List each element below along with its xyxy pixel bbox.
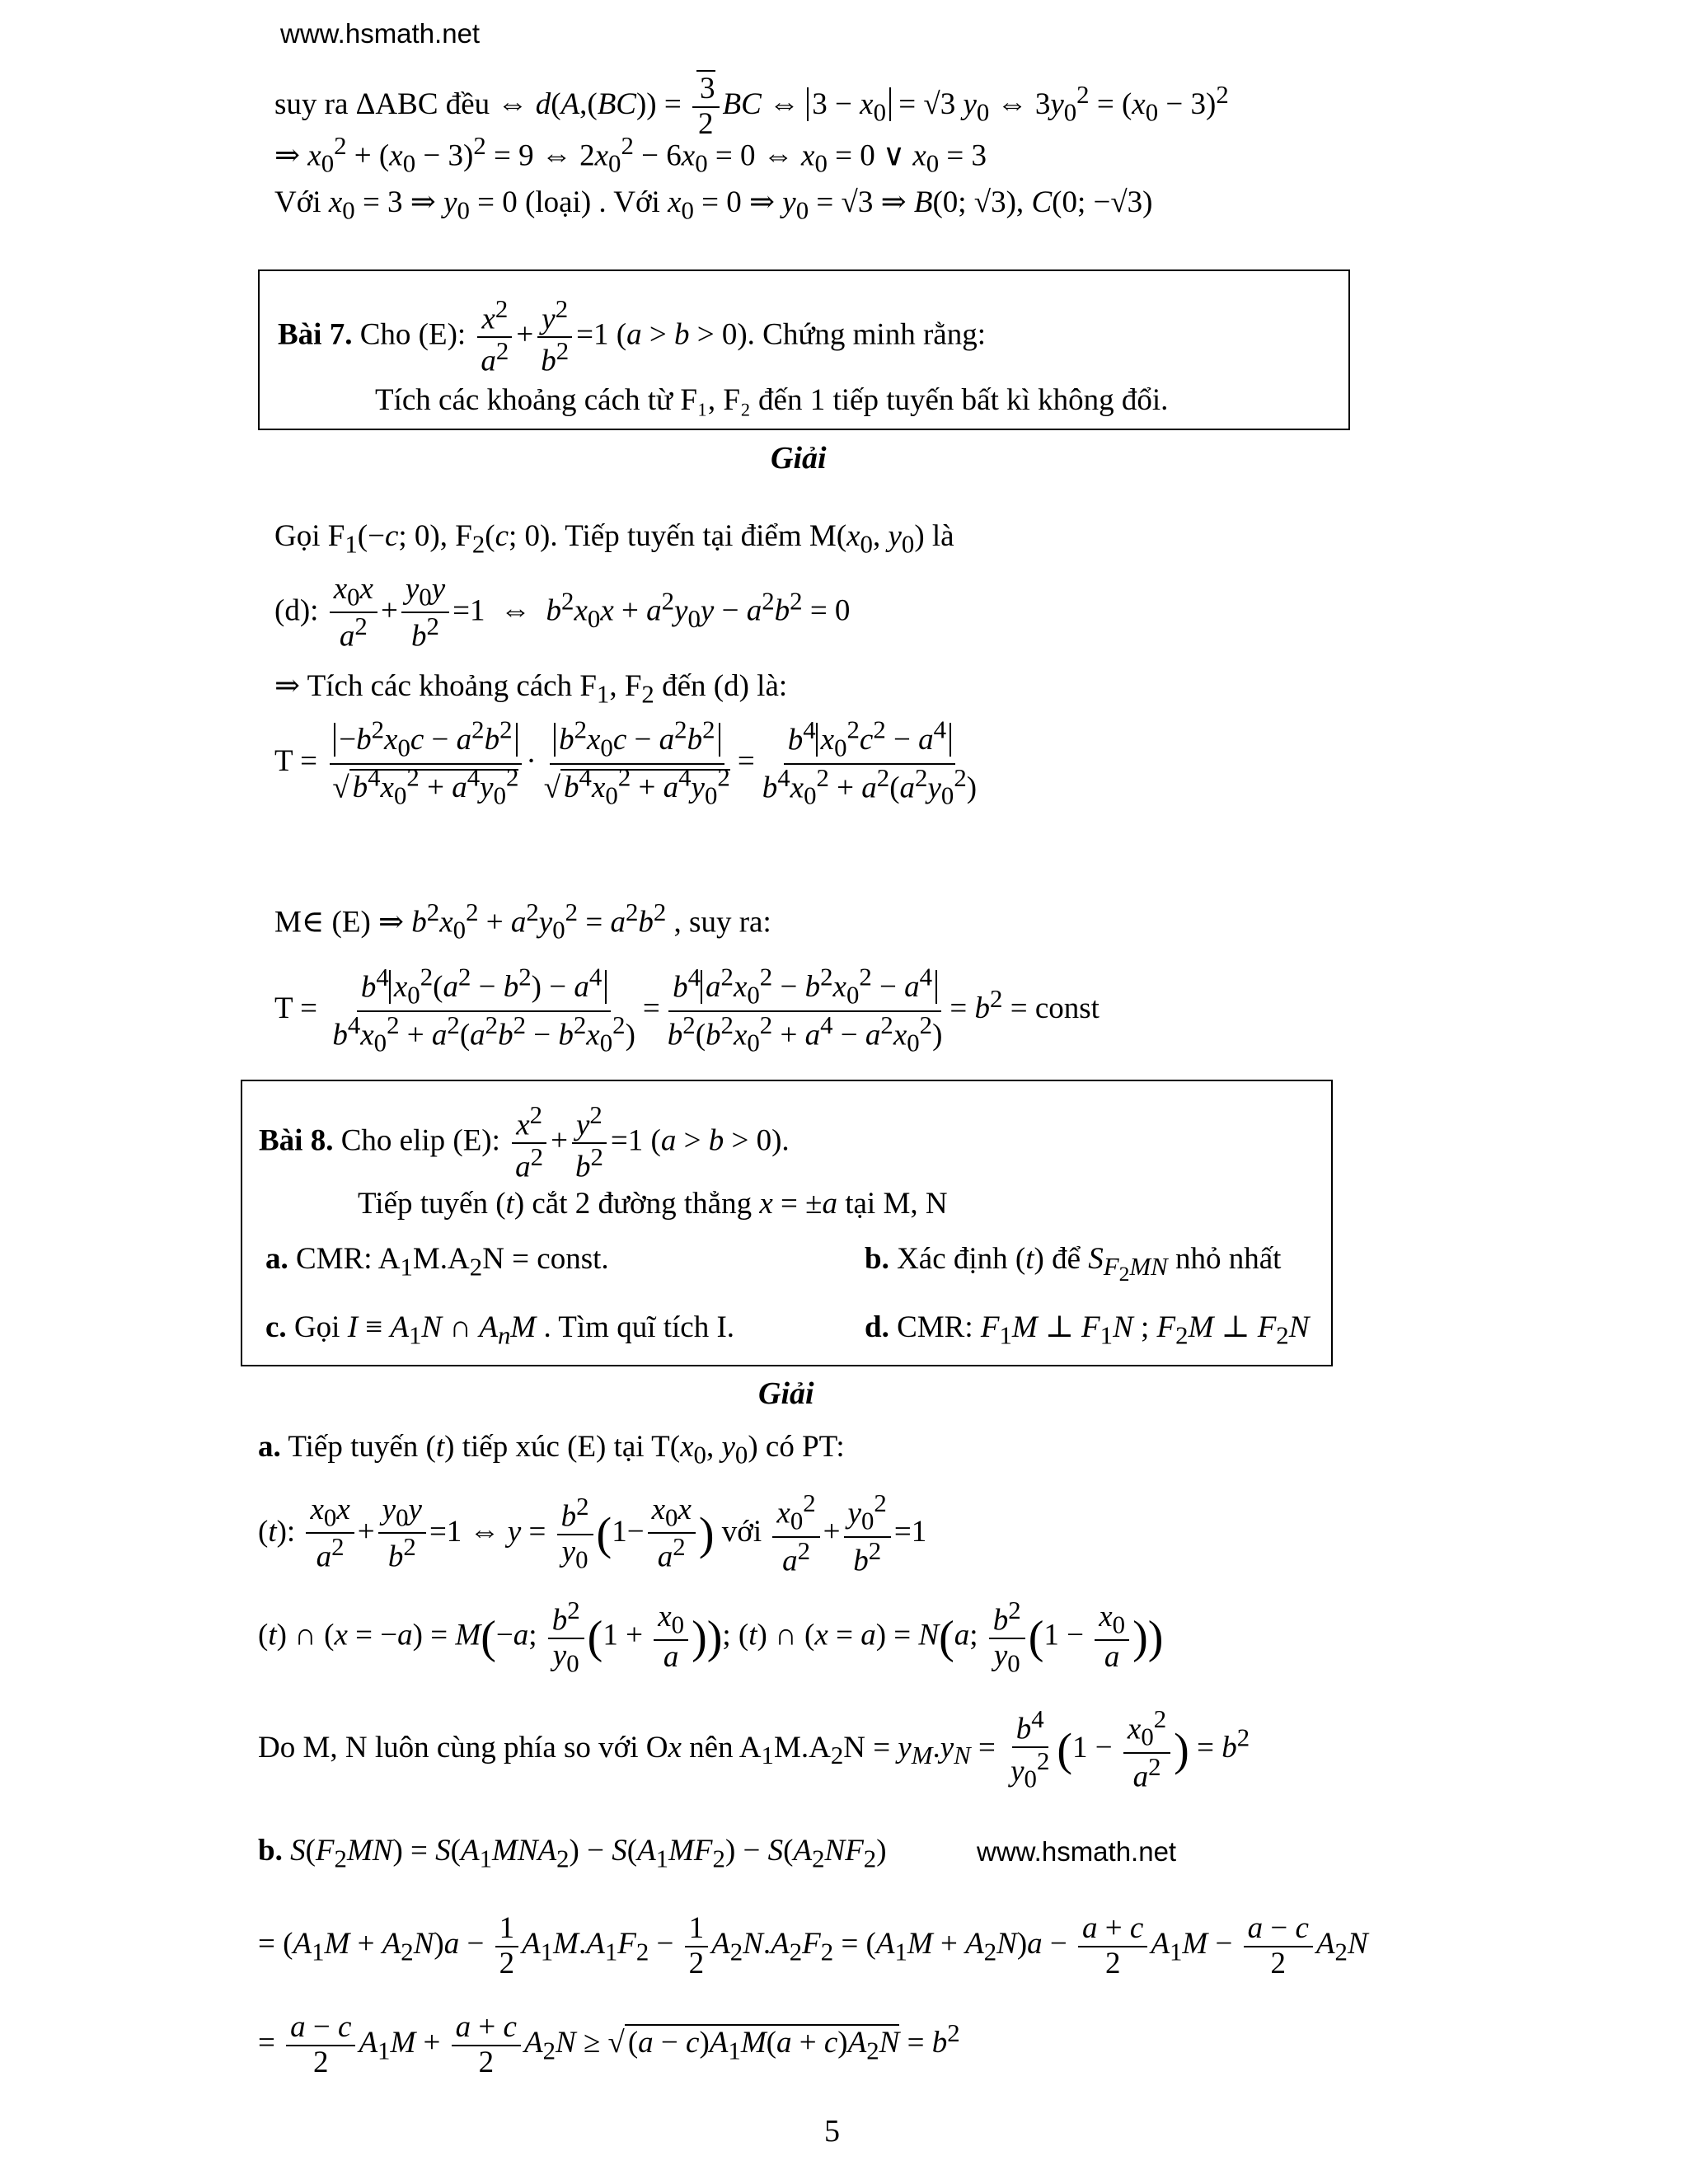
sol8-a-line-4: Do M, N luôn cùng phía so với Ox nên $A_1M.A_2N = y_M.y_N$ = $\frac{b^4}{y_0^2}$ (1 − $\frac{x_0^2}{a^2}$ ) = $b^2$ xyxy=(258,1705,1250,1793)
problem-8-part-d: d. CMR: $F_1M$ ⊥ $F_1N$ ; $F_2M$ ⊥ $F_2N$ xyxy=(865,1310,1310,1350)
sol8-b-line-1: b. $S(F_2MN) = S(A_1MNA_2) - S(A_1MF_2) - S(A_2NF_2)$ xyxy=(258,1834,887,1873)
problem-7-claim: Tích các khoảng cách từ F₁, F₂ đến 1 tiếp tuyến bất kì không đổi. xyxy=(375,383,1169,417)
intro-line-2: ⇒ $x_0^2 + (x_0 - 3)^2 = 9$ ⇔ $2x_0^2 - 6x_0 = 0$ ⇔ $x_0 = 0$ ∨ $x_0 = 3$ xyxy=(274,132,987,178)
intro-line-1: suy ra ΔABC đều ⇔ d(A,(BC)) = $\frac{3}{2}$ BC ⇔ $3 - x_0 = √3$ $y_0$ ⇔ $3y_0^2 = (x_0 - 3)^2$ xyxy=(274,72,1229,141)
site-url-header: www.hsmath.net xyxy=(280,18,481,49)
solution-7-title: Giải xyxy=(771,441,827,476)
sol7-line-1: Gọi $F_1(-c$; 0), $F_2(c$; 0). Tiếp tuyến tại điểm $M(x_0$, $y_0$) là xyxy=(274,519,954,559)
sol8-b-line-2: = $(A_1M + A_2N)a$ − $\frac{1}{2}$ $A_1M.A_1F_2$ − $\frac{1}{2}$ $A_2N.A_2F_2 = (A_1M + A_2N)a$ − $\frac{a + c}{2}$ $A_1M$ − $\frac{a - c}{2}$ $A_2N$ xyxy=(258,1911,1368,1980)
problem-8-part-c: c. Gọi $I \equiv A_1N$ ∩ $A_nM$ . Tìm quĩ tích I. xyxy=(265,1310,735,1350)
problem-8-part-b: b. Xác định (t) để $S_{F_2MN}$ nhỏ nhất xyxy=(865,1242,1282,1286)
problem-8-part-a: a. CMR: $A_1M.A_2N$ = const. xyxy=(265,1242,609,1282)
sol7-line-3: ⇒ Tích các khoảng cách $F_1$, $F_2$ đến (d) là: xyxy=(274,669,788,709)
site-url-inline: www.hsmath.net xyxy=(977,1836,1177,1867)
intro-line-3: Với $x_0 = 3$ ⇒ $y_0 = 0$ (loại) . Với $x_0 = 0$ ⇒ $y_0 = √3$ ⇒ B(0; √3), C(0; −√3) xyxy=(274,185,1153,225)
page-number: 5 xyxy=(824,2114,840,2149)
sol7-line-4: T = $\frac{-b^2x_0c - a^2b^2}{√ b^4x_0^2 + a^4y_0^2}$ · $\frac{b^2x_0c - a^2b^2}{√ b^4x_0^2 + a^4y_0^2}$ = $\frac{b^4 x_0^2c^2 - a^4}{b^4x_0^2 + a^2(a^2y_0^2)}$ xyxy=(274,716,978,810)
sol7-line-6: T = $\frac{b^4 x_0^2(a^2 - b^2) - a^4}{b^4x_0^2 + a^2(a^2b^2 - b^2x_0^2)}$ = $\frac{b^4 a^2x_0^2 - b^2x_0^2 - a^4}{b^2(b^2x_0^2 + a^4 - a^2x_0^2)}$ = $b^2$ = const xyxy=(274,963,1100,1057)
sol8-a-line-2: (t): $\frac{x_0x}{a^2}$ + $\frac{y_0y}{b^2}$ =1 ⇔ y = $\frac{b^2}{y_0}$ (1− $\frac{x_0x}{a^2}$ ) với $\frac{x_0^2}{a^2}$ + $\frac{y_0^2}{b^2}$ =1 xyxy=(258,1489,927,1577)
sol8-a-line-1: a. Tiếp tuyến (t) tiếp xúc (E) tại $T(x_0$, $y_0$) có PT: xyxy=(258,1430,845,1469)
problem-8-statement: Bài 8. Cho elip (E): $\frac{x^2}{a^2}$ + $\frac{y^2}{b^2}$ =1 (a > b > 0). xyxy=(259,1101,790,1184)
problem-7-box xyxy=(258,269,1350,430)
solution-8-title: Giải xyxy=(758,1376,814,1411)
problem-8-line-2: Tiếp tuyến (t) cắt 2 đường thẳng x = ±a tại M, N xyxy=(358,1187,948,1221)
sol7-line-5: M∈ (E) ⇒ $b^2x_0^2 + a^2y_0^2 = a^2b^2$ , suy ra: xyxy=(274,898,771,944)
problem-8-box xyxy=(241,1080,1333,1366)
sol7-line-2: (d): $\frac{x_0x}{a^2}$ + $\frac{y_0y}{b^2}$ =1 ⇔ $b^2x_0x + a^2y_0y - a^2b^2 = 0$ xyxy=(274,572,851,654)
sol8-a-line-3: (t) ∩ (x = −a) = M(−a; $\frac{b^2}{y_0}$ (1 + $\frac{x_0}{a}$ )); (t) ∩ (x = a) = N(a; $\frac{b^2}{y_0}$ (1 − $\frac{x_0}{a}$ )) xyxy=(258,1596,1164,1678)
problem-7-statement: Bài 7. Cho (E): $\frac{x^2}{a^2}$ + $\frac{y^2}{b^2}$ =1 (a > b > 0). Chứng minh rằng: xyxy=(278,295,986,378)
sol8-b-line-3: = $\frac{a - c}{2}$ $A_1M$ + $\frac{a + c}{2}$ $A_2N$ ≥ √ $(a - c)A_1M(a + c)A_2N = b^2$ xyxy=(258,2010,960,2079)
